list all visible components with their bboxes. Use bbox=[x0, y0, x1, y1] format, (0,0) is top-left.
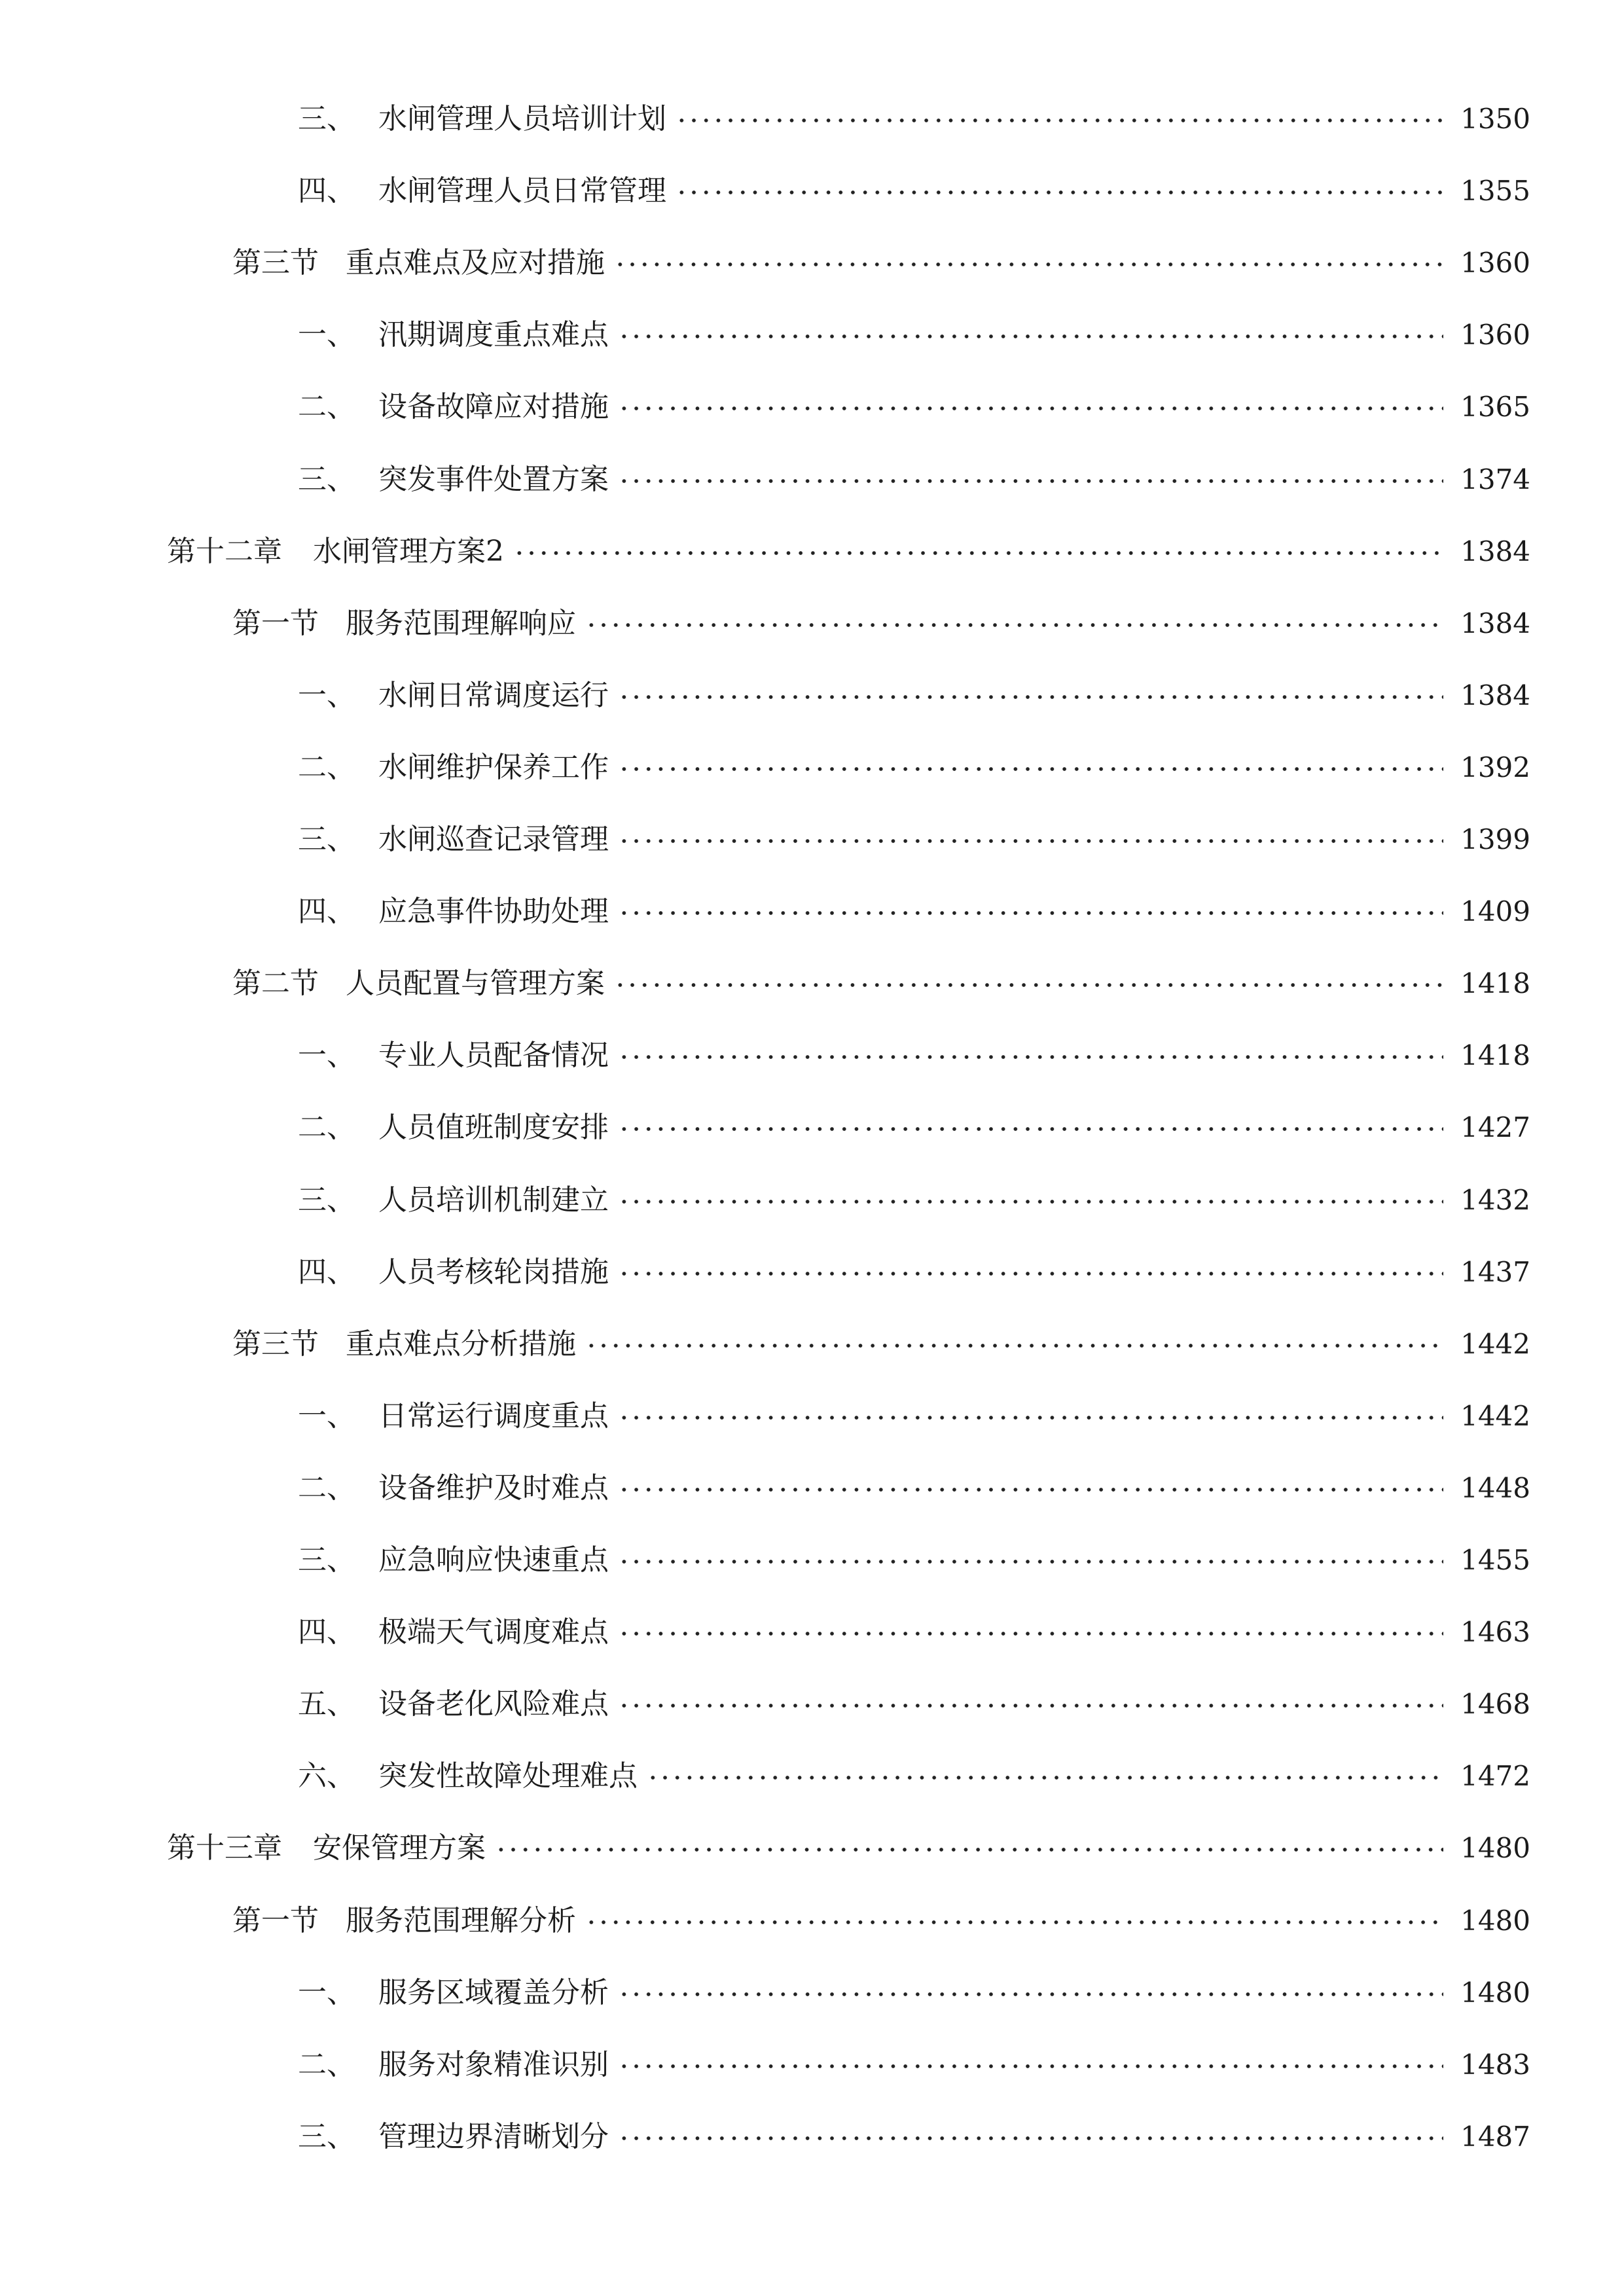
toc-page-number: 1480 bbox=[1460, 1976, 1530, 2009]
toc-dot-leader bbox=[495, 1847, 1443, 1852]
toc-page-number: 1468 bbox=[1460, 1688, 1530, 1721]
toc-section-entry[interactable] bbox=[0, 1895, 1624, 1947]
toc-entry-title: 应急响应快速重点 bbox=[378, 1543, 609, 1577]
toc-entry-number: 一、 bbox=[298, 1399, 355, 1433]
toc-dot-leader bbox=[618, 838, 1443, 844]
toc-entry-title: 设备老化风险难点 bbox=[378, 1687, 609, 1721]
toc-entry-title: 人员考核轮岗措施 bbox=[378, 1255, 609, 1289]
toc-dot-leader bbox=[618, 1992, 1443, 1997]
toc-entry-title: 极端天气调度难点 bbox=[378, 1615, 609, 1649]
toc-entry-title: 安保管理方案 bbox=[313, 1831, 486, 1865]
toc-dot-leader bbox=[614, 982, 1443, 988]
toc-entry-number: 二、 bbox=[298, 1111, 355, 1145]
toc-entry-title: 重点难点及应对措施 bbox=[346, 246, 605, 280]
toc-entry-title: 服务范围理解响应 bbox=[346, 606, 576, 640]
toc-entry-title: 人员配置与管理方案 bbox=[346, 967, 605, 1001]
toc-subsection-entry[interactable] bbox=[0, 2039, 1624, 2091]
toc-dot-leader bbox=[618, 2064, 1443, 2069]
toc-subsection-entry[interactable] bbox=[0, 381, 1624, 433]
toc-entry-number: 三、 bbox=[298, 823, 355, 856]
toc-dot-leader bbox=[618, 1703, 1443, 1708]
toc-dot-leader bbox=[618, 406, 1443, 411]
toc-subsection-entry[interactable] bbox=[0, 1390, 1624, 1443]
toc-page-number: 1427 bbox=[1460, 1111, 1530, 1144]
toc-subsection-entry[interactable] bbox=[0, 1246, 1624, 1299]
toc-entry-number: 第一节 bbox=[232, 1903, 319, 1937]
toc-subsection-entry[interactable] bbox=[0, 1606, 1624, 1659]
toc-entry-number: 三、 bbox=[298, 2119, 355, 2153]
toc-entry-number: 二、 bbox=[298, 750, 355, 784]
toc-chapter-entry[interactable] bbox=[0, 526, 1624, 578]
toc-page-number: 1418 bbox=[1460, 1039, 1530, 1072]
toc-dot-leader bbox=[618, 694, 1443, 700]
toc-entry-title: 水闸维护保养工作 bbox=[378, 750, 609, 784]
toc-subsection-entry[interactable] bbox=[0, 2111, 1624, 2163]
toc-dot-leader bbox=[647, 1775, 1443, 1780]
toc-page-number: 1384 bbox=[1460, 679, 1530, 711]
toc-entry-number: 第三节 bbox=[232, 246, 319, 280]
toc-entry-title: 人员培训机制建立 bbox=[378, 1183, 609, 1217]
toc-dot-leader bbox=[618, 766, 1443, 772]
toc-entry-number: 四、 bbox=[298, 1615, 355, 1649]
toc-subsection-entry[interactable] bbox=[0, 1462, 1624, 1515]
toc-page-number: 1442 bbox=[1460, 1399, 1530, 1432]
toc-entry-number: 五、 bbox=[298, 1687, 355, 1721]
toc-entry-title: 设备维护及时难点 bbox=[378, 1471, 609, 1505]
toc-page-number: 1360 bbox=[1460, 247, 1530, 279]
toc-dot-leader bbox=[585, 1343, 1443, 1348]
toc-subsection-entry[interactable] bbox=[0, 886, 1624, 938]
toc-chapter-entry[interactable] bbox=[0, 1822, 1624, 1874]
toc-dot-leader bbox=[676, 118, 1443, 123]
toc-dot-leader bbox=[618, 1631, 1443, 1636]
toc-section-entry[interactable] bbox=[0, 1318, 1624, 1371]
toc-page-number: 1463 bbox=[1460, 1616, 1530, 1649]
toc-page-number: 1409 bbox=[1460, 895, 1530, 928]
toc-subsection-entry[interactable] bbox=[0, 309, 1624, 361]
toc-page-number: 1355 bbox=[1460, 175, 1530, 207]
toc-page-number: 1418 bbox=[1460, 967, 1530, 1000]
toc-page-number: 1437 bbox=[1460, 1255, 1530, 1288]
toc-page-number: 1483 bbox=[1460, 2048, 1530, 2081]
toc-entry-title: 突发性故障处理难点 bbox=[378, 1759, 638, 1793]
toc-entry-title: 水闸管理人员培训计划 bbox=[378, 102, 666, 135]
toc-page-number: 1350 bbox=[1460, 103, 1530, 135]
toc-entry-number: 一、 bbox=[298, 1039, 355, 1073]
toc-dot-leader bbox=[618, 910, 1443, 916]
toc-subsection-entry[interactable] bbox=[0, 165, 1624, 217]
toc-page-number: 1384 bbox=[1460, 607, 1530, 639]
toc-dot-leader bbox=[676, 190, 1443, 195]
toc-entry-number: 六、 bbox=[298, 1759, 355, 1793]
toc-section-entry[interactable] bbox=[0, 598, 1624, 650]
toc-page-number: 1448 bbox=[1460, 1471, 1530, 1504]
toc-page-number: 1455 bbox=[1460, 1544, 1530, 1576]
toc-entry-number: 一、 bbox=[298, 678, 355, 712]
toc-entry-title: 日常运行调度重点 bbox=[378, 1399, 609, 1433]
toc-entry-number: 一、 bbox=[298, 1975, 355, 2009]
toc-entry-number: 四、 bbox=[298, 895, 355, 929]
toc-page-number: 1487 bbox=[1460, 2120, 1530, 2153]
toc-entry-number: 二、 bbox=[298, 1471, 355, 1505]
toc-entry-title: 服务范围理解分析 bbox=[346, 1903, 576, 1937]
toc-entry-number: 第二节 bbox=[232, 967, 319, 1001]
toc-entry-number: 二、 bbox=[298, 390, 355, 424]
toc-page-number: 1432 bbox=[1460, 1183, 1530, 1216]
toc-page-number: 1384 bbox=[1460, 535, 1530, 567]
toc-dot-leader bbox=[618, 1487, 1443, 1492]
toc-subsection-entry[interactable] bbox=[0, 742, 1624, 794]
toc-entry-title: 管理边界清晰划分 bbox=[378, 2119, 609, 2153]
toc-entry-number: 第三节 bbox=[232, 1327, 319, 1361]
toc-entry-title: 人员值班制度安排 bbox=[378, 1111, 609, 1145]
toc-dot-leader bbox=[585, 622, 1443, 628]
toc-dot-leader bbox=[585, 1920, 1443, 1925]
toc-subsection-entry[interactable] bbox=[0, 1102, 1624, 1154]
toc-dot-leader bbox=[618, 1199, 1443, 1204]
toc-entry-number: 三、 bbox=[298, 462, 355, 496]
toc-entry-number: 四、 bbox=[298, 174, 355, 208]
toc-subsection-entry[interactable] bbox=[0, 670, 1624, 722]
toc-entry-number: 二、 bbox=[298, 2047, 355, 2081]
toc-dot-leader bbox=[618, 2136, 1443, 2141]
toc-entry-number: 三、 bbox=[298, 1183, 355, 1217]
toc-entry-title: 应急事件协助处理 bbox=[378, 895, 609, 929]
toc-section-entry[interactable] bbox=[0, 958, 1624, 1010]
toc-dot-leader bbox=[618, 334, 1443, 339]
toc-subsection-entry[interactable] bbox=[0, 454, 1624, 506]
toc-entry-title: 水闸管理人员日常管理 bbox=[378, 174, 666, 208]
toc-dot-leader bbox=[618, 1271, 1443, 1276]
toc-dot-leader bbox=[618, 1559, 1443, 1564]
toc-entry-title: 服务对象精准识别 bbox=[378, 2047, 609, 2081]
toc-dot-leader bbox=[618, 1126, 1443, 1132]
toc-entry-number: 三、 bbox=[298, 102, 355, 135]
toc-entry-number: 四、 bbox=[298, 1255, 355, 1289]
toc-entry-number: 第十三章 bbox=[167, 1831, 282, 1865]
toc-entry-title: 专业人员配备情况 bbox=[378, 1039, 609, 1073]
toc-entry-title: 水闸日常调度运行 bbox=[378, 678, 609, 712]
toc-page-number: 1480 bbox=[1460, 1832, 1530, 1865]
toc-page-number: 1365 bbox=[1460, 391, 1530, 423]
toc-entry-title: 服务区域覆盖分析 bbox=[378, 1975, 609, 2009]
toc-subsection-entry[interactable] bbox=[0, 814, 1624, 866]
toc-page-number: 1480 bbox=[1460, 1904, 1530, 1937]
toc-entry-title: 突发事件处置方案 bbox=[378, 462, 609, 496]
toc-entry-title: 汛期调度重点难点 bbox=[378, 318, 609, 352]
toc-subsection-entry[interactable] bbox=[0, 93, 1624, 145]
toc-entry-title: 重点难点分析措施 bbox=[346, 1327, 576, 1361]
toc-subsection-entry[interactable] bbox=[0, 1174, 1624, 1227]
toc-entry-title: 水闸巡查记录管理 bbox=[378, 823, 609, 856]
toc-entry-number: 第十二章 bbox=[167, 534, 282, 568]
toc-dot-leader bbox=[513, 550, 1443, 556]
toc-page-number: 1399 bbox=[1460, 823, 1530, 855]
toc-entry-title: 水闸管理方案2 bbox=[313, 534, 504, 568]
toc-dot-leader bbox=[618, 1415, 1443, 1420]
toc-dot-leader bbox=[618, 478, 1443, 484]
toc-page-number: 1374 bbox=[1460, 463, 1530, 495]
toc-entry-number: 一、 bbox=[298, 318, 355, 352]
toc-subsection-entry[interactable] bbox=[0, 1534, 1624, 1587]
toc-page-number: 1360 bbox=[1460, 319, 1530, 351]
toc-section-entry[interactable] bbox=[0, 237, 1624, 289]
toc-page-number: 1392 bbox=[1460, 751, 1530, 783]
toc-page-number: 1472 bbox=[1460, 1760, 1530, 1793]
toc-subsection-entry[interactable] bbox=[0, 1967, 1624, 2019]
toc-entry-number: 三、 bbox=[298, 1543, 355, 1577]
toc-dot-leader bbox=[614, 262, 1443, 267]
toc-dot-leader bbox=[618, 1054, 1443, 1060]
toc-subsection-entry[interactable] bbox=[0, 1030, 1624, 1082]
toc-entry-number: 第一节 bbox=[232, 606, 319, 640]
toc-subsection-entry[interactable] bbox=[0, 1678, 1624, 1731]
toc-entry-title: 设备故障应对措施 bbox=[378, 390, 609, 424]
toc-subsection-entry[interactable] bbox=[0, 1750, 1624, 1803]
toc-page-number: 1442 bbox=[1460, 1327, 1530, 1360]
